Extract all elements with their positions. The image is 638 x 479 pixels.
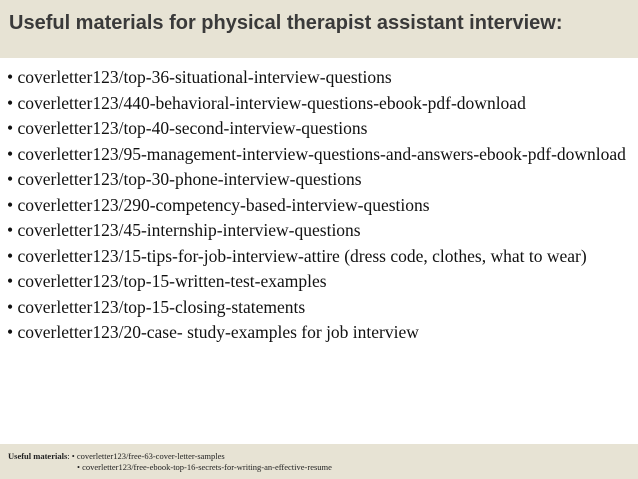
- list-item-link[interactable]: coverletter123/top-30-phone-interview-questions: [17, 169, 362, 189]
- footer-row: • coverletter123/free-ebook-top-16-secrets-for-writing-an-effective-resume: [77, 462, 332, 472]
- list-item[interactable]: [7, 193, 627, 219]
- list-item-link[interactable]: coverletter123/15-tips-for-job-interview-attire (dress code, clothes, what to wear): [17, 245, 587, 266]
- list-item[interactable]: [7, 91, 627, 117]
- list-item[interactable]: [7, 269, 627, 295]
- list-item[interactable]: [7, 218, 627, 244]
- footer-label: Useful materials: [8, 451, 68, 461]
- list-item-link[interactable]: coverletter123/20-case- study-examples for job interview: [17, 322, 419, 342]
- list-item[interactable]: [7, 320, 627, 346]
- list-item[interactable]: [7, 116, 627, 142]
- footer-bar: [0, 444, 638, 479]
- list-item[interactable]: [7, 295, 627, 321]
- header-bar: [0, 0, 638, 58]
- list-item[interactable]: [7, 142, 627, 168]
- list-item-link[interactable]: coverletter123/440-behavioral-interview-questions-ebook-pdf-download: [17, 92, 526, 113]
- list-item-link[interactable]: coverletter123/top-15-written-test-examples: [17, 271, 327, 291]
- list-item[interactable]: [7, 167, 627, 193]
- list-item-link[interactable]: coverletter123/top-36-situational-interview-questions: [17, 67, 392, 87]
- materials-list: [7, 65, 627, 346]
- list-item-link[interactable]: coverletter123/top-15-closing-statements: [17, 296, 306, 317]
- list-item-link[interactable]: coverletter123/top-40-second-interview-questions: [17, 118, 368, 138]
- footer-link[interactable]: coverletter123/free-ebook-top-16-secrets-for-writing-an-effective-resume: [82, 462, 332, 472]
- footer-link[interactable]: coverletter123/free-63-cover-letter-samples: [76, 451, 225, 461]
- list-item-link[interactable]: coverletter123/290-competency-based-interview-questions: [17, 194, 430, 215]
- list-item-link[interactable]: coverletter123/95-management-interview-questions-and-answers-ebook-pdf-download: [17, 143, 626, 164]
- footer-row: Useful materials: • coverletter123/free-63-cover-letter-samples: [8, 451, 225, 461]
- page-title: Useful materials for physical therapist assistant interview:: [9, 12, 563, 34]
- list-item-link[interactable]: coverletter123/45-internship-interview-questions: [17, 220, 361, 240]
- list-item[interactable]: [7, 65, 627, 91]
- list-item[interactable]: [7, 244, 627, 270]
